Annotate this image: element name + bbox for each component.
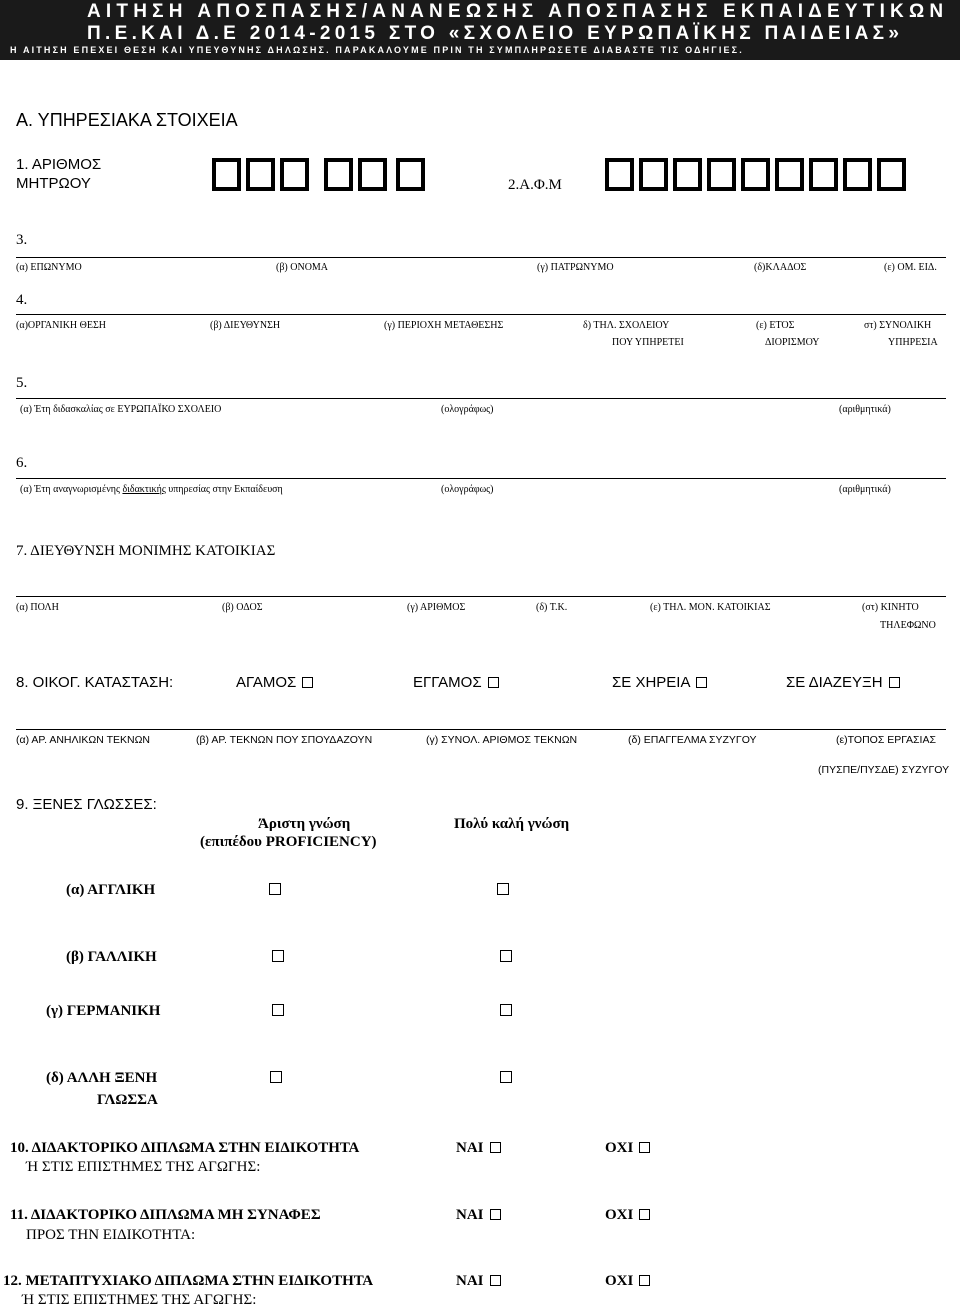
q12-yes[interactable] — [456, 1273, 501, 1290]
q4-number: 4. — [16, 292, 28, 308]
q1-label-line2: ΜΗΤΡΩΟΥ — [16, 175, 91, 192]
q7-number-label: (γ) ΑΡΙΘΜΟΣ — [407, 602, 466, 613]
q11-yes-label: ΝΑΙ — [456, 1207, 484, 1223]
q6-numeric-label: (αριθμητικά) — [839, 484, 891, 495]
q12-line1: 12. ΜΕΤΑΠΤΥΧΙΑΚΟ ΔΙΠΛΩΜΑ ΣΤΗΝ ΕΙΔΙΚΟΤΗΤΑ — [3, 1273, 374, 1289]
q3-fathername-label: (γ) ΠΑΤΡΩΝΥΜΟ — [537, 262, 614, 273]
q7-city-label: (α) ΠΟΛΗ — [16, 602, 59, 613]
english-excellent-checkbox[interactable] — [269, 883, 281, 895]
afm-digit-box[interactable] — [843, 158, 872, 191]
q4-year-label: (ε) ΕΤΟΣ — [756, 320, 795, 331]
q10-yes-checkbox[interactable] — [490, 1142, 501, 1153]
q7-mobile-label: (στ) ΚΙΝΗΤΟ — [862, 602, 919, 613]
q11-yes-checkbox[interactable] — [490, 1209, 501, 1220]
q7-homephone-label: (ε) ΤΗΛ. ΜΟΝ. ΚΑΤΟΙΚΙΑΣ — [650, 602, 771, 613]
q6-label-pre: (α) Έτη αναγνωρισμένης — [20, 484, 123, 495]
q10-no-label: ΟΧΙ — [605, 1140, 634, 1156]
single-checkbox[interactable] — [302, 677, 313, 688]
section-a-title: Α. ΥΠΗΡΕΣΙΑΚΑ ΣΤΟΙΧΕΙΑ — [16, 110, 238, 130]
q8-spouse-job-label: (δ) ΕΠΑΓΓΕΛΜΑ ΣΥΖΥΓΟΥ — [628, 734, 757, 746]
q6-number: 6. — [16, 455, 28, 471]
marital-option-single-label: ΑΓΑΜΟΣ — [236, 674, 297, 691]
q3-surname-label: (α) ΕΠΩΝΥΜΟ — [16, 262, 82, 273]
afm-digit-box[interactable] — [775, 158, 804, 191]
q4-phone-sub: ΠΟΥ ΥΠΗΡΕΤΕΙ — [612, 337, 684, 348]
registry-digit-box[interactable] — [396, 158, 425, 191]
lang-french-label: (β) ΓΑΛΛΙΚΗ — [66, 949, 157, 965]
q9-excellent-sub: (επιπέδου PROFICIENCY) — [200, 834, 377, 850]
q9-excellent-header: Άριστη γνώση — [258, 816, 351, 832]
q10-line1: 10. ΔΙΔΑΚΤΟΡΙΚΟ ΔΙΠΛΩΜΑ ΣΤΗΝ ΕΙΔΙΚΟΤΗΤΑ — [10, 1140, 360, 1156]
registry-digit-box[interactable] — [280, 158, 309, 191]
q8-spouse-workplace-sub: (ΠΥΣΠΕ/ΠΥΣΔΕ) ΣΥΖΥΓΟΥ — [818, 764, 950, 776]
registry-digit-box[interactable] — [246, 158, 275, 191]
q8-total-children-label: (γ) ΣΥΝΟΛ. ΑΡΙΘΜΟΣ ΤΕΚΝΩΝ — [426, 734, 578, 746]
q10-no-checkbox[interactable] — [639, 1142, 650, 1153]
form-notice: Η ΑΙΤΗΣΗ ΕΠΕΧΕΙ ΘΕΣΗ ΚΑΙ ΥΠΕΥΘΥΝΗΣ ΔΗΛΩΣΗΣ. ΠΑΡΑΚΑΛΟΥΜΕ ΠΡΙΝ ΤΗ ΣΥΜΠΛΗΡΩΣΕΤΕ ΔΙΑΒΑΣΤΕ ΤΙΣ ΟΔΗΓΙΕΣ. — [10, 45, 744, 55]
q6-label-post: υπηρεσίας στην Εκπαίδευση — [165, 484, 283, 495]
q6-words-label: (ολογράφως) — [441, 484, 494, 495]
q6-line[interactable] — [16, 478, 946, 479]
q9-verygood-header: Πολύ καλή γνώση — [454, 816, 570, 832]
q8-title: 8. ΟΙΚΟΓ. ΚΑΤΑΣΤΑΣΗ: — [16, 674, 174, 691]
registry-digit-box[interactable] — [358, 158, 387, 191]
q5-label: (α) Έτη διδασκαλίας σε ΕΥΡΩΠΑΪΚΟ ΣΧΟΛΕΙΟ — [20, 404, 222, 415]
q7-line[interactable] — [16, 596, 946, 597]
form-header — [0, 0, 960, 60]
german-verygood-checkbox[interactable] — [500, 1004, 512, 1016]
french-verygood-checkbox[interactable] — [500, 950, 512, 962]
lang-english-label: (α) ΑΓΓΛΙΚΗ — [66, 882, 156, 898]
q7-title: 7. ΔΙΕΥΘΥΝΣΗ ΜΟΝΙΜΗΣ ΚΑΤΟΙΚΙΑΣ — [16, 543, 276, 559]
marital-option-widowed-label: ΣΕ ΧΗΡΕΙΑ — [612, 674, 691, 691]
q4-directorate-label: (β) ΔΙΕΥΘΥΝΣΗ — [210, 320, 281, 331]
q8-spouse-workplace-label: (ε)ΤΟΠΟΣ ΕΡΓΑΣΙΑΣ — [836, 734, 936, 746]
other-verygood-checkbox[interactable] — [500, 1071, 512, 1083]
q3-name-label: (β) ΟΝΟΜΑ — [276, 262, 329, 273]
q3-number: 3. — [16, 232, 28, 248]
q7-street-label: (β) ΟΔΟΣ — [222, 602, 263, 613]
q3-group-label: (ε) ΟΜ. ΕΙΔ. — [884, 262, 937, 273]
q3-branch-label: (δ)ΚΛΑΔΟΣ — [754, 262, 807, 273]
q2-label: 2.Α.Φ.Μ — [508, 177, 562, 193]
lang-german-label: (γ) ΓΕΡΜΑΝΙΚΗ — [46, 1003, 161, 1019]
german-excellent-checkbox[interactable] — [272, 1004, 284, 1016]
q4-total-sub: ΥΠΗΡΕΣΙΑ — [888, 337, 938, 348]
q4-year-sub: ΔΙΟΡΙΣΜΟΥ — [765, 337, 820, 348]
q10-yes[interactable] — [456, 1140, 501, 1157]
q10-yes-label: ΝΑΙ — [456, 1140, 484, 1156]
other-excellent-checkbox[interactable] — [270, 1071, 282, 1083]
q4-area-label: (γ) ΠΕΡΙΟΧΗ ΜΕΤΑΘΕΣΗΣ — [384, 320, 504, 331]
marital-option-single[interactable] — [236, 674, 313, 691]
q11-line1: 11. ΔΙΔΑΚΤΟΡΙΚΟ ΔΙΠΛΩΜΑ ΜΗ ΣΥΝΑΦΕΣ — [10, 1207, 321, 1223]
q4-position-label: (α)ΟΡΓΑΝΙΚΗ ΘΕΣΗ — [16, 320, 107, 331]
q4-total-label: στ) ΣΥΝΟΛΙΚΗ — [864, 320, 932, 331]
registry-digit-box[interactable] — [324, 158, 353, 191]
q11-yes[interactable] — [456, 1207, 501, 1224]
marital-option-divorced-label: ΣΕ ΔΙΑΖΕΥΞΗ — [786, 674, 883, 691]
q5-number: 5. — [16, 375, 28, 391]
q1-label-line1: 1. ΑΡΙΘΜΟΣ — [16, 156, 102, 173]
q12-no[interactable] — [605, 1273, 650, 1290]
q11-no[interactable] — [605, 1207, 650, 1224]
french-excellent-checkbox[interactable] — [272, 950, 284, 962]
marital-option-widowed[interactable] — [612, 674, 707, 691]
afm-digit-box[interactable] — [673, 158, 702, 191]
q11-line2: ΠΡΟΣ ΤΗΝ ΕΙΔΙΚΟΤΗΤΑ: — [26, 1227, 196, 1243]
q10-line2: Ή ΣΤΙΣ ΕΠΙΣΤΗΜΕΣ ΤΗΣ ΑΓΩΓΗΣ: — [26, 1159, 261, 1175]
english-verygood-checkbox[interactable] — [497, 883, 509, 895]
marital-option-married-label: ΕΓΓΑΜΟΣ — [413, 674, 482, 691]
lang-other-label: (δ) ΑΛΛΗ ΞΕΝΗ — [46, 1070, 158, 1086]
q9-title: 9. ΞΕΝΕΣ ΓΛΩΣΣΕΣ: — [16, 796, 157, 813]
q6-label — [20, 484, 283, 495]
q5-line[interactable] — [16, 398, 946, 399]
marital-option-married[interactable] — [413, 674, 499, 691]
q7-mobile-sub: ΤΗΛΕΦΩΝΟ — [880, 620, 936, 631]
afm-digit-box[interactable] — [877, 158, 906, 191]
q8-line[interactable] — [16, 729, 946, 730]
q3-line[interactable] — [16, 257, 946, 258]
form-title: ΑΙΤΗΣΗ ΑΠΟΣΠΑΣΗΣ/ΑΝΑΝΕΩΣΗΣ ΑΠΟΣΠΑΣΗΣ ΕΚΠΑΙΔΕΥΤΙΚΩΝ — [87, 1, 949, 22]
q12-no-checkbox[interactable] — [639, 1275, 650, 1286]
afm-digit-box[interactable] — [605, 158, 634, 191]
afm-digit-box[interactable] — [639, 158, 668, 191]
widowed-checkbox[interactable] — [696, 677, 707, 688]
q4-line[interactable] — [16, 314, 946, 315]
marital-option-divorced[interactable] — [786, 674, 900, 691]
q10-no[interactable] — [605, 1140, 650, 1157]
married-checkbox[interactable] — [488, 677, 499, 688]
registry-digit-box[interactable] — [212, 158, 241, 191]
q5-words-label: (ολογράφως) — [441, 404, 494, 415]
afm-digit-box[interactable] — [741, 158, 770, 191]
divorced-checkbox[interactable] — [889, 677, 900, 688]
q8-minors-label: (α) ΑΡ. ΑΝΗΛΙΚΩΝ ΤΕΚΝΩΝ — [16, 734, 151, 746]
q12-yes-checkbox[interactable] — [490, 1275, 501, 1286]
q6-label-underlined: διδακτικής — [122, 484, 166, 495]
q11-no-label: ΟΧΙ — [605, 1207, 634, 1223]
q12-no-label: ΟΧΙ — [605, 1273, 634, 1289]
q4-phone-label: δ) ΤΗΛ. ΣΧΟΛΕΙΟΥ — [583, 320, 670, 331]
afm-digit-box[interactable] — [809, 158, 838, 191]
form-subtitle: Π.Ε.ΚΑΙ Δ.Ε 2014-2015 ΣΤΟ «ΣΧΟΛΕΙΟ ΕΥΡΩΠΑΪΚΗΣ ΠΑΙΔΕΙΑΣ» — [87, 23, 904, 44]
q11-no-checkbox[interactable] — [639, 1209, 650, 1220]
q7-zip-label: (δ) Τ.Κ. — [536, 602, 568, 613]
q12-yes-label: ΝΑΙ — [456, 1273, 484, 1289]
afm-digit-box[interactable] — [707, 158, 736, 191]
q8-students-label: (β) ΑΡ. ΤΕΚΝΩΝ ΠΟΥ ΣΠΟΥΔΑΖΟΥΝ — [196, 734, 373, 746]
q5-numeric-label: (αριθμητικά) — [839, 404, 891, 415]
q12-line2: Ή ΣΤΙΣ ΕΠΙΣΤΗΜΕΣ ΤΗΣ ΑΓΩΓΗΣ: — [22, 1292, 257, 1308]
lang-other-label-line2: ΓΛΩΣΣΑ — [97, 1092, 158, 1108]
